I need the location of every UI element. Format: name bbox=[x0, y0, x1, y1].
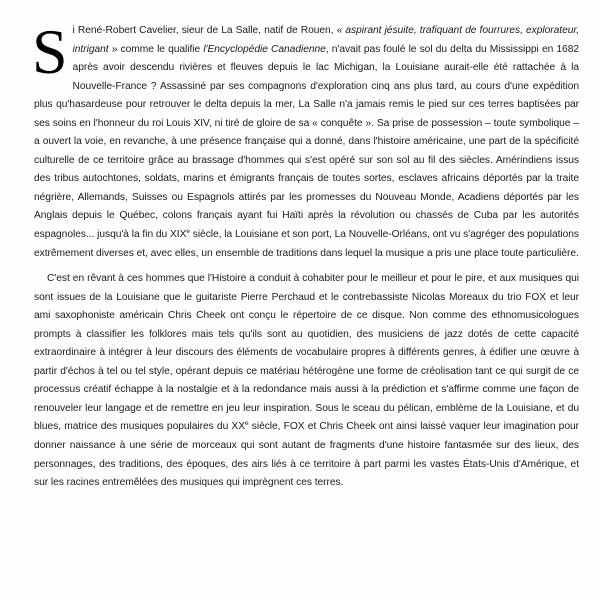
p1-text-3: , n'avait pas foulé le sol du delta du Mississippi en 1682 après avoir descendu rivières et fleuves depuis le lac Michigan, la Louisiane aurait-elle été rattachée à la Nouvelle-France ? Assassiné par ses compagnons d'exploration cinq ans plus tard, au cours d'une expédition plus qu'hasardeuse pour retrouver le delta depuis la mer, La Salle n'a jamais remis le pied sur ces terres baptisées par ses soins en l'honneur du roi Louis XIV, ni tiré de gloire de sa « conquête ». Sa prise de possession – toute symbolique – a ouvert la voie, en revanche, à une présence française qui a donné, dans l'histoire américaine, une part de la spécificité culturelle de ce territoire grâce au brassage d'hommes qui s'est opéré sur son sol au fil des siècles. Amérindiens issus des tribus autochtones, soldats, marins et émigrants français de toutes sortes, esclaves africains déportés par la traite négrière, Allemands, Suisses ou Espagnols attirés par les promesses du Nouveau Monde, Acadiens déportés par les Anglais depuis le Québec, colons français ayant fui Haïti après la révolution ou chassés de Cuba par les autorités espagnoles... jusqu'à la fin du XIX bbox=[34, 43, 580, 241]
drop-cap: S bbox=[32, 16, 68, 87]
p2-century-superscript: e bbox=[245, 420, 249, 428]
p2-text-2: siècle, FOX et Chris Cheek ont ainsi laissé vaquer leur imagination pour donner naissance à une série de morceaux qui sont autant de fragments d'une histoire fantasmée sur des lieux, des personnages, des traditions, des époques, des airs liés à ce territoire à part parmi les vastes États-Unis d'Amérique, et sur les racines entremêlées des musiques qui imprègnent ces terres. bbox=[34, 421, 579, 489]
p1-text-2: » comme le qualifie bbox=[108, 43, 204, 55]
p1-quote-italic: aspirant jésuite, trafiquant de fourrures, explorateur, intrigant bbox=[72, 25, 579, 55]
p1-century-superscript: e bbox=[186, 228, 190, 236]
p2-text-1: C'est en rêvant à ces hommes que l'Histoire a conduit à cohabiter pour le meilleur et pour le pire, et aux musiques qui sont issues de la Louisiane que le guitariste Pierre Perchaud et le contrebassiste Nicolas Moreaux du trio FOX et leur ami saxophoniste américain Chris Cheek ont conçu le répertoire de ce disque. Non comme des ethnomusicologues prompts à classifier les folklores mais tels qu'ils sont au quotidien, des musiciens de jazz dotés de cette capacité extraordinaire à intégrer à leur discours des éléments de vocabulaire propres à différents genres, à édifier une œuvre à partir d'échos à tel ou tel style, opérant depuis ce matériau hétérogène une forme de créolisation tant ce qui surgit de ce processus créatif échappe à la nostalgie et à la redondance mais aussi à la prédiction et s'affirme comme une façon de renouveler leur langage et de remettre en jeu leur inspiration. Sous le sceau du pélican, emblème de la Louisiane, et du blues, matrice des musiques populaires du XX bbox=[34, 273, 579, 433]
p1-text-1: i René-Robert Cavelier, sieur de La Salle, natif de Rouen, « bbox=[72, 25, 346, 36]
p1-encyclopedia-title: l'Encyclopédie Canadienne bbox=[203, 43, 326, 55]
paragraph-2 bbox=[34, 270, 579, 493]
paragraph-1 bbox=[32, 16, 580, 263]
p1-text-4: siècle, la Louisiane et son port, La Nouvelle-Orléans, ont vu s'agréger des populations extrêmement diverses et, avec elles, un ensemble de traditions dans lequel la musique a pris une place toute particulière. bbox=[34, 229, 579, 259]
body-text bbox=[32, 16, 580, 493]
